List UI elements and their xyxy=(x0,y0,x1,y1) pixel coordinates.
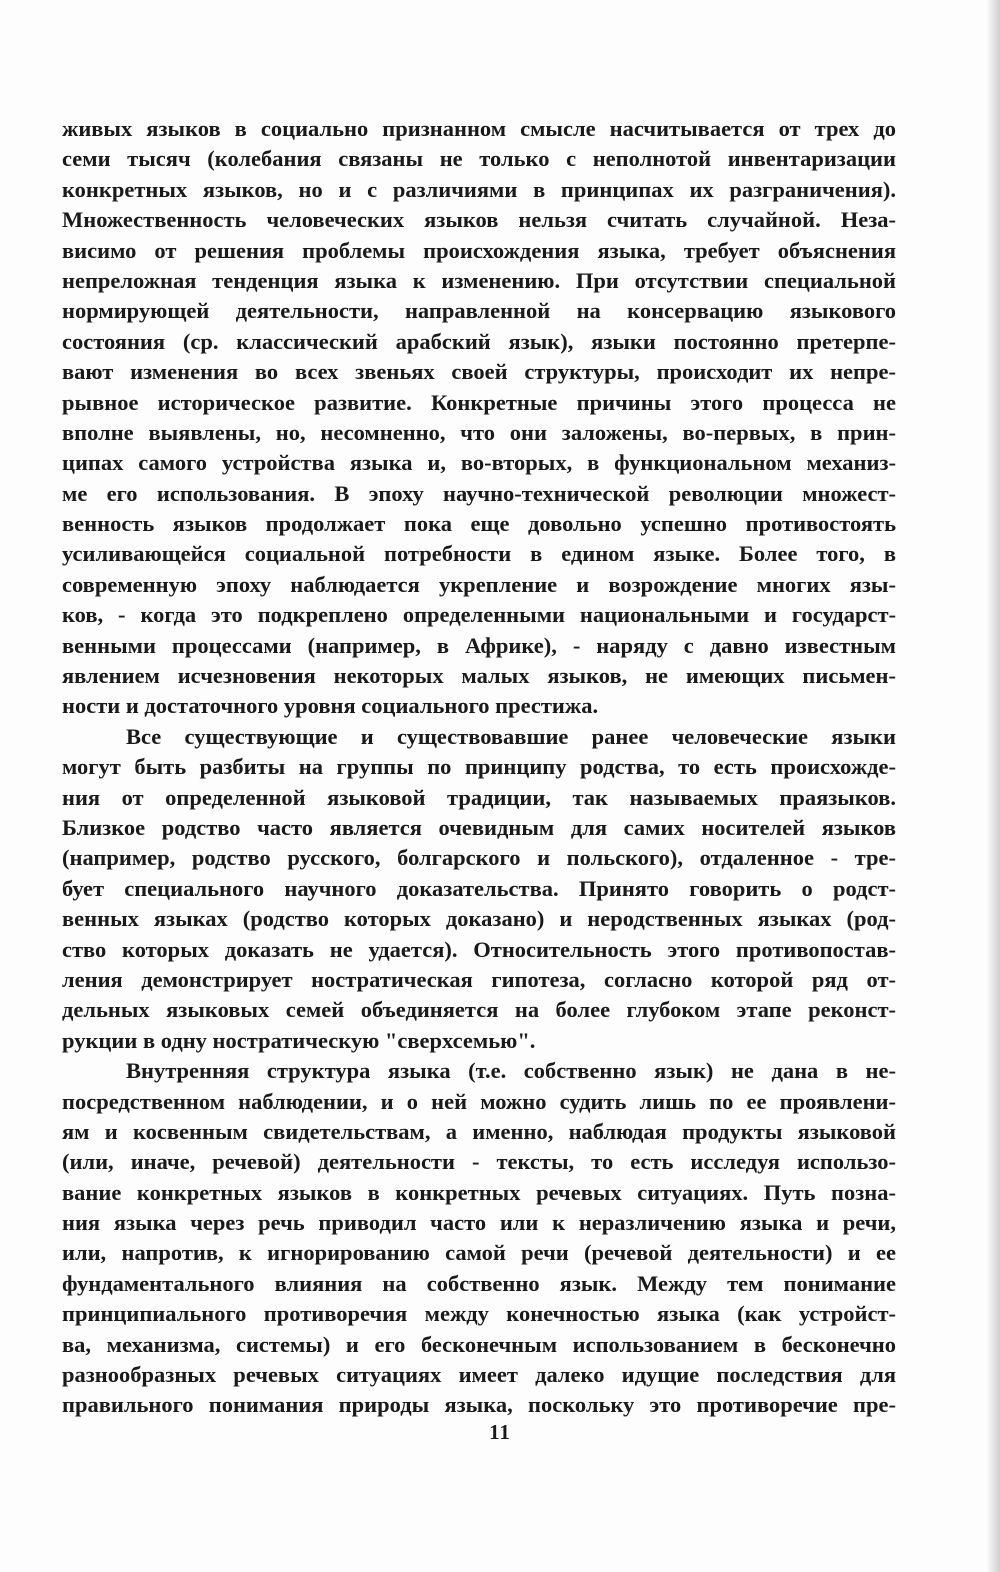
text-line: Близкое родство часто является очевидным для самих носителей языков xyxy=(62,814,896,840)
text-line: венными процессами (например, в Африке), - наряду с давно известным xyxy=(62,632,896,658)
text-line: дельных языковых семей объединяется на более глубоком этапе реконст- xyxy=(62,997,896,1023)
text-line: висимо от решения проблемы происхождения языка, требует объяснения xyxy=(62,237,896,263)
paragraph xyxy=(62,114,896,722)
body-text xyxy=(62,114,896,1421)
text-line: могут быть разбиты на группы по принципу родства, то есть происхожде- xyxy=(62,754,896,780)
text-line: ков, - когда это подкреплено определенными национальными и государст- xyxy=(62,602,896,628)
text-line: бует специального научного доказательства. Принято говорить о родст- xyxy=(62,875,896,901)
text-line: вание конкретных языков в конкретных речевых ситуациях. Путь позна- xyxy=(62,1179,896,1205)
text-line: конкретных языков, но и с различиями в принципах их разграничения). xyxy=(62,176,896,202)
text-line: вполне выявлены, но, несомненно, что они заложены, во-первых, в прин- xyxy=(62,419,896,445)
text-line: ва, механизма, системы) и его бесконечным использованием в бесконечно xyxy=(62,1331,896,1357)
text-line: Все существующие и существовавшие ранее человеческие языки xyxy=(126,723,896,749)
text-line: ности и достаточного уровня социального престижа. xyxy=(62,693,599,719)
page-edge-shadow xyxy=(986,0,1000,1572)
text-line: явлением исчезновения некоторых малых языков, не имеющих письмен- xyxy=(62,663,896,689)
text-line: ципах самого устройства языка и, во-вторых, в функциональном механиз- xyxy=(62,450,896,476)
text-line: ям и косвенным свидетельствам, а именно, наблюдая продукты языковой xyxy=(62,1118,896,1144)
text-line: нормирующей деятельности, направленной на консервацию языкового xyxy=(62,298,896,324)
text-line: правильного понимания природы языка, поскольку это противоречие пре- xyxy=(62,1392,896,1418)
text-line: (или, иначе, речевой) деятельности - тексты, то есть исследуя использо- xyxy=(62,1149,896,1175)
text-line: непреложная тенденция языка к изменению. При отсутствии специальной xyxy=(62,267,896,293)
text-line: ния языка через речь приводил часто или к неразличению языка и речи, xyxy=(62,1210,896,1236)
text-line: разнообразных речевых ситуациях имеет далеко идущие последствия для xyxy=(62,1362,896,1388)
text-line: усиливающейся социальной потребности в едином языке. Более того, в xyxy=(62,541,896,567)
text-line: рывное историческое развитие. Конкретные причины этого процесса не xyxy=(62,389,896,415)
text-line: вают изменения во всех звеньях своей структуры, происходит их непре- xyxy=(62,359,896,385)
text-line: ме его использования. В эпоху научно-технической революции множест- xyxy=(62,480,896,506)
text-line: живых языков в социально признанном смысле насчитывается от трех до xyxy=(62,116,896,141)
paragraph xyxy=(62,722,896,1056)
text-line: или, напротив, к игнорированию самой речи (речевой деятельности) и ее xyxy=(62,1240,896,1266)
text-line: (например, родство русского, болгарского и польского), отдаленное - тре- xyxy=(62,845,896,871)
text-line: ство которых доказать не удается). Относительность этого противопостав- xyxy=(62,936,896,962)
text-line: ния от определенной языковой традиции, так называемых праязыков. xyxy=(62,784,896,810)
page-number: 11 xyxy=(489,1420,511,1444)
text-line: венность языков продолжает пока еще довольно успешно противостоять xyxy=(62,511,896,537)
text-line: Внутренняя структура языка (т.е. собственно язык) не дана в не- xyxy=(126,1058,896,1084)
text-line: посредственном наблюдении, и о ней можно судить лишь по ее проявлени- xyxy=(62,1088,896,1114)
text-line: Множественность человеческих языков нельзя считать случайной. Неза- xyxy=(62,207,896,233)
text-line: рукции в одну ностратическую "сверхсемью". xyxy=(62,1027,536,1053)
text-line: состояния (ср. классический арабский язык), языки постоянно претерпе- xyxy=(62,328,896,354)
text-line: семи тысяч (колебания связаны не только с неполнотой инвентаризации xyxy=(62,146,896,172)
text-line: современную эпоху наблюдается укрепление и возрождение многих язы- xyxy=(62,571,896,597)
paragraph xyxy=(62,1056,896,1421)
text-line: венных языках (родство которых доказано) и неродственных языках (род- xyxy=(62,906,896,932)
text-line: ления демонстрирует ностратическая гипотеза, согласно которой ряд от- xyxy=(62,966,896,992)
text-line: фундаментального влияния на собственно язык. Между тем понимание xyxy=(62,1270,896,1296)
text-line: принципиального противоречия между конечностью языка (как устройст- xyxy=(62,1301,896,1327)
